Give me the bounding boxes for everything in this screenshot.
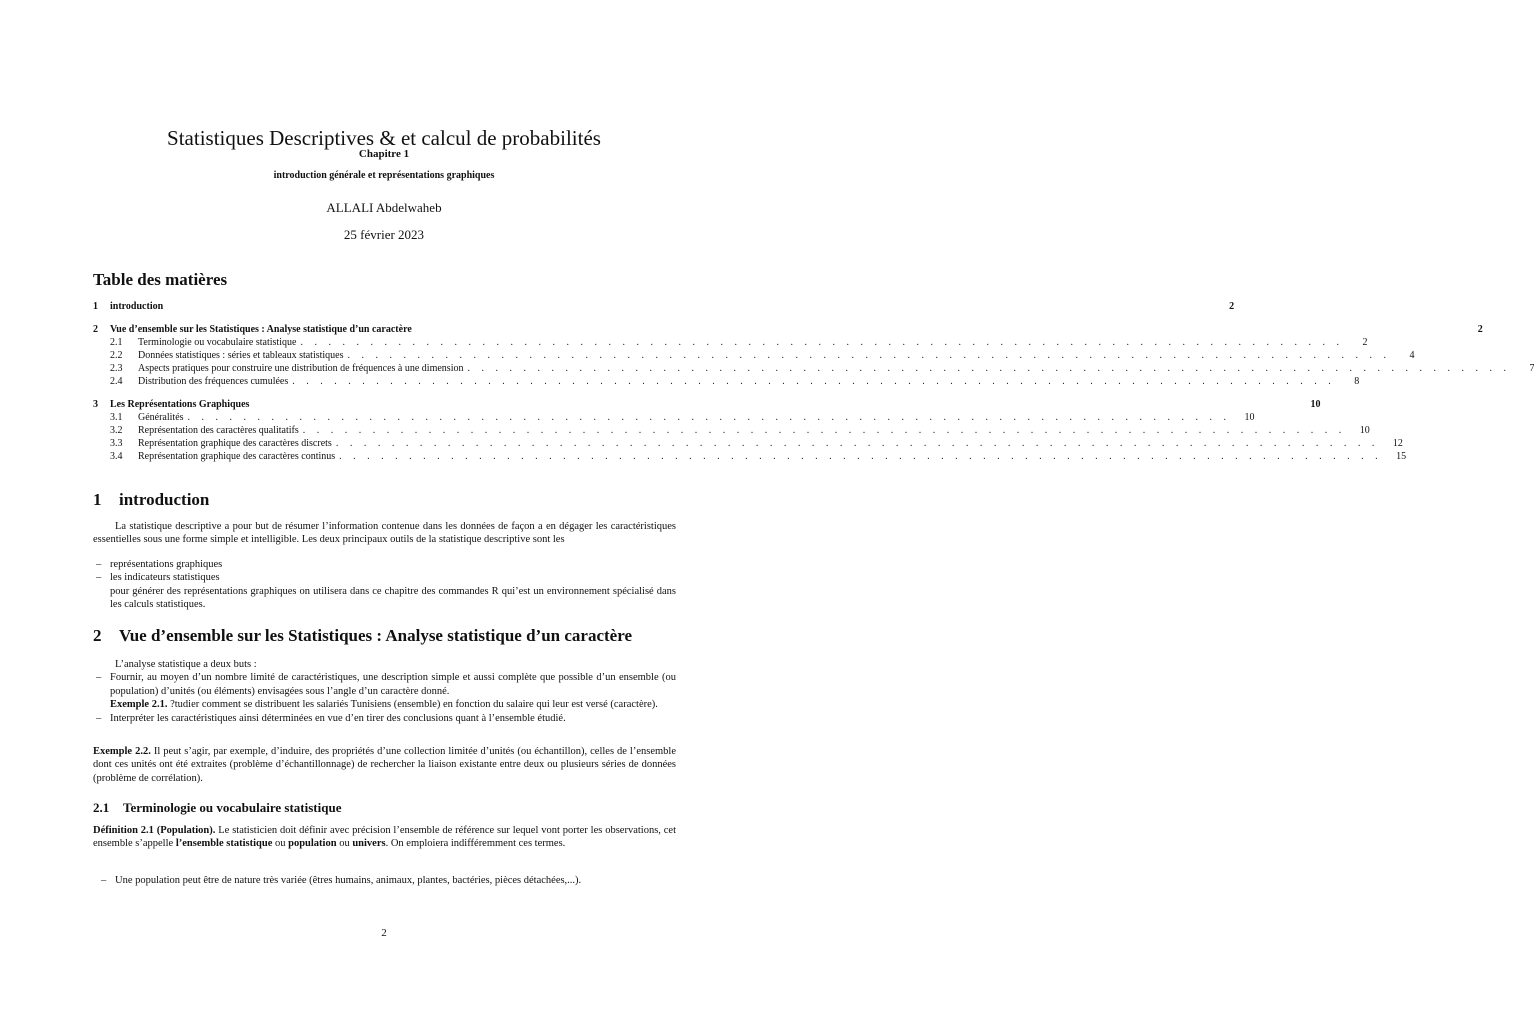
term-bold: univers [352,838,386,850]
list-item [93,571,676,584]
list-item [93,712,676,725]
toc-entry-label: Généralités [138,412,184,423]
term-bold: l’ensemble statistique [175,838,273,850]
definition-paragraph [93,824,676,851]
section-heading [93,626,632,646]
section-number: 2 [93,626,102,645]
example-label: Exemple 2.2. [93,746,151,757]
list-item-text: Interpréter les caractéristiques ainsi déterminées en vue d’en tirer des conclusions quant à l’ensemble étudié. [110,712,566,724]
toc-entry-number: 2.2 [110,350,123,361]
toc-entry-number: 2.3 [110,363,123,374]
example-label: Exemple 2.1. [110,699,168,711]
toc-entry-number: 3.2 [110,425,123,436]
list-intro [93,658,676,671]
section-title: introduction [119,490,210,509]
toc-entry-page: 2 [1362,337,1368,348]
definition-text: ou [336,838,353,850]
toc-leader: . . . . . . . . . . . . . . . . . . . . . . . . . . . . . . . . . . . . . . . . . . . . . . . . . . . . . . . . . . . . . . . . . . . . . . . . . . . [300,337,1344,348]
definition-text: . On emploiera indifféremment ces termes. [385,838,566,850]
table-of-contents [93,298,1534,463]
paragraph: La statistique descriptive a pour but de résumer l’information contenue dans les données de façon a en dégager les caractéristiques essentielles sous une forme simple et intelligible. Les deux principaux outils de la statistique descriptive sont les [93,521,676,546]
toc-leader: . . . . . . . . . . . . . . . . . . . . . . . . . . . . . . . . . . . . . . . . . . . . . . . . . . . . . . . . . . . . . . . . . . . . . . . . . . . [335,438,1379,449]
subsection-title: Terminologie ou vocabulaire statistique [123,800,342,815]
toc-leader: . . . . . . . . . . . . . . . . . . . . . . . . . . . . . . . . . . . . . . . . . . . . . . . . . . . . . . . . . . . . . . . . . . . . . . . . . . . [292,376,1336,387]
toc-entry[interactable] [93,424,1370,437]
bullet-list [93,658,676,725]
toc-entry[interactable] [93,437,1403,450]
toc-entry-page: 10 [1244,412,1255,423]
dash-marker: – [96,672,102,684]
toc-entry-label: Aspects pratiques pour construire une distribution de fréquences à une dimension [138,363,464,374]
list-item [93,558,676,571]
document-title: Statistiques Descriptives & et calcul de probabilités [167,126,601,150]
list-item-text: les indicateurs statistiques [110,572,220,584]
subsection-heading [93,800,341,816]
document-date: 25 février 2023 [343,227,425,242]
definition-text: ou [272,838,289,850]
toc-entry-number: 3.4 [110,451,123,462]
toc-entry-page: 15 [1396,451,1407,462]
list-item-note [93,585,676,612]
toc-entry[interactable] [93,323,1483,336]
author-name: ALLALI Abdelwaheb [326,200,442,215]
section-number: 1 [93,490,102,509]
definition-label: Définition 2.1 [93,825,154,836]
toc-entry-page: 2 [1477,324,1483,335]
section-title: Vue d’ensemble sur les Statistiques : Analyse statistique d’un caractère [119,626,632,645]
toc-entry[interactable] [93,362,1534,375]
note-text: pour générer des représentations graphiques on utilisera dans ce chapitre des commandes R qui’est un environnement spécialisé dans les calculs statistiques. [110,585,676,611]
toc-entry-number: 3.3 [110,438,123,449]
chapter-label: Chapitre 1 [358,148,410,160]
toc-entry-number: 2 [93,324,98,335]
toc-leader: . . . . . . . . . . . . . . . . . . . . . . . . . . . . . . . . . . . . . . . . . . . . . . . . . . . . . . . . . . . . . . . . . . . . . . . . . . . [187,412,1231,423]
dash-marker: – [96,559,102,570]
toc-leader: . . . . . . . . . . . . . . . . . . . . . . . . . . . . . . . . . . . . . . . . . . . . . . . . . . . . . . . . . . . . . . . . . . . . . . . . . . . [339,451,1383,462]
toc-entry[interactable] [93,336,1368,349]
dash-marker: – [101,875,107,886]
toc-entry-number: 3.1 [110,412,123,423]
list-item-text: Une population peut être de nature très variée (êtres humains, animaux, plantes, bactéries, pièces détachées,...). [115,875,582,886]
document-subtitle: introduction générale et représentations graphiques [273,170,495,181]
toc-entry-number: 1 [93,301,98,312]
toc-leader: . . . . . . . . . . . . . . . . . . . . . . . . . . . . . . . . . . . . . . . . . . . . . . . . . . . . . . . . . . . . . . . . . . . . . . . . . . . [347,350,1391,361]
list-item-text: Fournir, au moyen d’un nombre limité de caractéristiques, une description simple et aussi complète que possible d’un ensemble (ou population) d’unités (ou éléments) envisagées sous l’angle d’un caractère donné. [110,672,676,697]
subsection-number: 2.1 [93,800,110,815]
example-text: Il peut s’agir, par exemple, d’induire, des propriétés d’une collection limitée d’unités (ou échantillon), celles de l’ensemble dont ces unités ont été extraites (problème d’échantillonnage) de rechercher la liaison existante entre deux ou plusieurs séries de données (problème de corrélation). [93,746,677,784]
list-item-text: représentations graphiques [110,559,223,570]
toc-entry-label: Terminologie ou vocabulaire statistique [138,337,297,348]
toc-entry-label: Représentation graphique des caractères discrets [138,438,332,449]
toc-entry[interactable] [93,375,1360,388]
definition-term: (Population). [156,825,216,836]
toc-entry-page: 2 [1229,301,1235,312]
toc-entry-label: Données statistiques : séries et tableaux statistiques [138,350,344,361]
bullet-list [93,874,676,887]
toc-heading: Table des matières [93,270,228,289]
term-bold: population [288,838,337,850]
toc-entry[interactable] [93,349,1415,362]
toc-entry-number: 2.4 [110,376,123,387]
toc-entry-label: Distribution des fréquences cumulées [138,376,289,387]
dash-marker: – [96,712,102,724]
example-block [93,698,676,711]
toc-entry-number: 2.1 [110,337,123,348]
toc-entry-page: 10 [1310,399,1321,410]
toc-entry-page: 10 [1359,425,1370,436]
example-text: ?tudier comment se distribuent les salariés Tunisiens (ensemble) en fonction du salaire qui leur est versé (caractère). [167,699,658,711]
list-item [93,874,676,887]
toc-entry-label: Les Représentations Graphiques [110,399,250,410]
example-paragraph [93,745,676,785]
toc-entry[interactable] [93,300,1235,313]
toc-entry-number: 3 [93,399,98,410]
intro-text: L’analyse statistique a deux buts : [115,659,257,670]
toc-entry-label: Vue d’ensemble sur les Statistiques : Analyse statistique d’un caractère [110,324,412,335]
bullet-list [93,558,676,612]
definition-text: Le statisticien doit définir avec précision l’ensemble de référence sur lequel vont porter les observations, cet ensemble s’appelle [93,825,676,850]
toc-entry[interactable] [93,398,1321,411]
toc-entry-page: 4 [1409,350,1415,361]
section-heading [93,490,209,510]
list-item [93,671,676,698]
dash-marker: – [96,572,102,584]
toc-entry[interactable] [93,450,1407,463]
page-number: 2 [381,927,387,939]
toc-entry-label: introduction [110,301,164,312]
toc-entry[interactable] [93,411,1255,424]
toc-entry-page: 7 [1529,363,1534,374]
toc-leader: . . . . . . . . . . . . . . . . . . . . . . . . . . . . . . . . . . . . . . . . . . . . . . . . . . . . . . . . . . . . . . . . . . . . . . . . . . . [302,425,1346,436]
toc-entry-page: 8 [1354,376,1360,387]
toc-entry-label: Représentation graphique des caractères continus [138,451,336,462]
toc-entry-label: Représentation des caractères qualitatifs [138,425,299,436]
toc-entry-page: 12 [1392,438,1403,449]
toc-leader: . . . . . . . . . . . . . . . . . . . . . . . . . . . . . . . . . . . . . . . . . . . . . . . . . . . . . . . . . . . . . . . . . . . . . . . . . . . [467,363,1511,374]
